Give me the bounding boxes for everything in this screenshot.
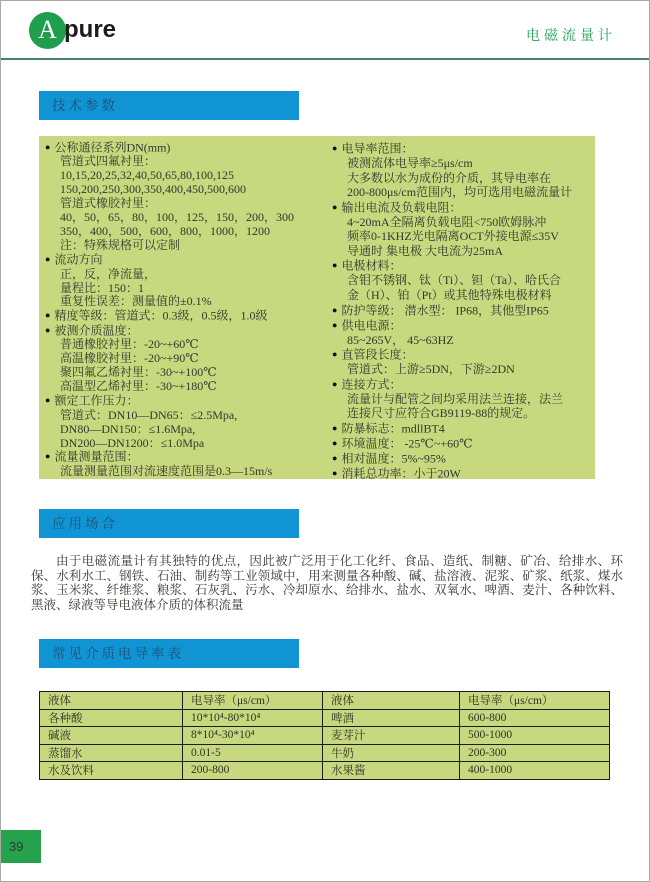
spec-text: 正，反，净流量， — [60, 266, 157, 281]
spec-line — [332, 288, 593, 303]
spec-line — [332, 171, 593, 186]
spec-line — [45, 423, 324, 437]
table-row — [40, 744, 610, 762]
bullet-icon: ● — [332, 260, 338, 271]
spec-text: 注：特殊规格可以定制 — [60, 238, 181, 253]
spec-text: 直管段长度： — [341, 347, 414, 362]
application-paragraph: 由于电磁流量计有其独特的优点，因此被广泛用于化工化纤、食品、造纸、制糖、矿冶、给排水、环保、水利水工、钢铁、石油、制药等工业领域中，用来测量各种酸、碱、盐溶液、泥浆、矿浆、纸浆、煤水浆、玉米浆、纤维浆、粮浆、石灰乳、污水、冷却原水、给排水、盐水、双氧水、啤酒、麦汁、各种饮料、黑液、绿液等导电液体介质的体积流量 — [31, 554, 623, 612]
spec-text: 管道式：DN10—DN65：≤2.5Mpa, — [60, 407, 238, 422]
spec-text: 输出电流及负载电阻： — [341, 200, 462, 215]
table-header-row — [40, 692, 610, 710]
spec-line — [332, 229, 593, 244]
header-divider — [1, 58, 649, 60]
spec-text: 高温橡胶衬里：-20~+90℃ — [60, 351, 199, 366]
bullet-icon: ● — [332, 319, 338, 330]
spec-line — [332, 215, 593, 230]
spec-line — [332, 156, 593, 171]
section-header-conductivity-table — [39, 639, 299, 668]
table-cell: 600-800 — [460, 709, 610, 727]
spec-item — [332, 466, 593, 481]
section-title: 应用场合 — [52, 516, 118, 531]
table-cell: 蒸馏水 — [40, 744, 183, 762]
section-title: 技术参数 — [52, 98, 118, 113]
table-header-cell: 电导率（μs/cm） — [460, 692, 610, 710]
spec-line — [45, 239, 324, 253]
brand-logo — [29, 11, 116, 49]
table-row — [40, 762, 610, 780]
bullet-icon: ● — [332, 201, 338, 212]
spec-line — [332, 244, 593, 259]
spec-item — [332, 200, 593, 215]
bullet-icon: ● — [45, 324, 51, 335]
spec-item — [45, 394, 324, 408]
table-cell: 牛奶 — [323, 744, 460, 762]
spec-text: 被测流体电导率≥5μs/cm — [347, 156, 473, 171]
spec-item — [332, 436, 593, 451]
table-header-cell: 电导率（μs/cm） — [183, 692, 323, 710]
spec-text: 40，50，65，80，100，125，150，200，300 — [60, 210, 295, 225]
spec-line — [332, 185, 593, 200]
spec-text: 流量测量范围对流速度范围是0.3—15m/s — [60, 463, 273, 478]
spec-text: 200-800μs/cm范围内，均可选用电磁流量计 — [347, 185, 573, 200]
tech-specs-box — [39, 136, 595, 479]
logo-circle-a-icon — [29, 12, 66, 49]
spec-text: 精度等级：管道式：0.3级，0.5级，1.0级 — [54, 308, 268, 323]
spec-line — [45, 211, 324, 225]
bullet-icon: ● — [45, 451, 51, 462]
spec-text: 管道式橡胶衬里： — [60, 196, 157, 211]
bullet-icon: ● — [332, 378, 338, 389]
bullet-icon: ● — [332, 422, 338, 433]
spec-line — [45, 380, 324, 394]
spec-line — [332, 362, 593, 377]
spec-text: 环境温度： -25℃~+60℃ — [341, 436, 473, 451]
spec-text: 导通时 集电极 大电流为25mA — [347, 243, 504, 258]
spec-text: 额定工作压力： — [54, 393, 139, 408]
spec-text: 85~265V， 45~63HZ — [347, 332, 454, 347]
bullet-icon: ● — [332, 143, 338, 153]
table-cell: 水果酱 — [323, 762, 460, 780]
table-cell: 10*10⁴-80*10⁴ — [183, 709, 323, 727]
spec-text: 4~20mA全隔离负载电阻<750欧姆脉冲 — [347, 214, 547, 229]
table-cell: 各种酸 — [40, 709, 183, 727]
spec-text: 金（H）、铂（Pt）或其他特殊电极材料 — [347, 287, 552, 302]
bullet-icon: ● — [332, 437, 338, 448]
bullet-icon: ● — [45, 395, 51, 406]
table-header-cell: 液体 — [323, 692, 460, 710]
spec-line — [332, 273, 593, 288]
spec-text: 公称通径系列DN(mm) — [54, 140, 171, 155]
table-cell: 400-1000 — [460, 762, 610, 780]
spec-text: 相对温度：5%~95% — [341, 451, 446, 466]
spec-text: 防护等级： 潜水型： IP68，其他型IP65 — [341, 303, 549, 318]
spec-text: 量程比：150：1 — [60, 280, 145, 295]
page-number-badge: 39 — [1, 830, 41, 863]
spec-line — [45, 409, 324, 423]
spec-line — [45, 155, 324, 169]
table-row — [40, 709, 610, 727]
spec-text: 连接方式： — [341, 377, 402, 392]
spec-text: 管道式四氟衬里： — [60, 154, 157, 169]
document-title: 电磁流量计 — [526, 29, 616, 44]
spec-item — [332, 318, 593, 333]
spec-text: 被测介质温度： — [54, 323, 139, 338]
spec-text: 普通橡胶衬里：-20~+60℃ — [60, 337, 199, 352]
specs-right-column — [326, 136, 595, 479]
table-cell: 500-1000 — [460, 727, 610, 745]
spec-item — [332, 377, 593, 392]
bullet-icon: ● — [45, 142, 51, 152]
spec-item — [45, 253, 324, 267]
bullet-icon: ● — [45, 254, 51, 265]
bullet-icon: ● — [45, 310, 51, 321]
table-cell: 碱液 — [40, 727, 183, 745]
spec-text: 10,15,20,25,32,40,50,65,80,100,125 — [60, 168, 234, 183]
logo-wordmark: pure — [64, 16, 117, 43]
spec-line — [332, 406, 593, 421]
page-header — [1, 1, 649, 58]
table-cell: 8*10⁴-30*10⁴ — [183, 727, 323, 745]
spec-text: 大多数以水为成份的介质，其导电率在 — [347, 170, 552, 185]
table-cell: 麦芽汁 — [323, 727, 460, 745]
bullet-icon: ● — [332, 349, 338, 360]
logo-letter: A — [38, 15, 57, 44]
table-cell: 0.01-5 — [183, 744, 323, 762]
spec-text: 聚四氟乙烯衬里：-30~+100℃ — [60, 365, 217, 380]
spec-text: 连接尺寸应符合GB9119-88的规定。 — [347, 406, 536, 421]
table-cell: 200-300 — [460, 744, 610, 762]
table-cell: 啤酒 — [323, 709, 460, 727]
spec-item — [332, 258, 593, 273]
section-title: 常见介质电导率表 — [52, 646, 184, 661]
spec-text: 电极材料： — [341, 258, 402, 273]
bullet-icon: ● — [332, 468, 338, 479]
spec-line — [45, 197, 324, 211]
spec-item — [332, 421, 593, 436]
spec-item — [332, 451, 593, 466]
spec-text: 管道式：上游≥5DN，下游≥2DN — [347, 362, 515, 377]
table-cell: 水及饮料 — [40, 762, 183, 780]
spec-text: 电导率范围： — [341, 141, 414, 156]
spec-text: 流动方向 — [54, 252, 103, 267]
section-header-applications — [39, 509, 299, 538]
section-header-tech-params — [39, 91, 299, 120]
specs-left-column — [39, 136, 326, 479]
spec-item — [332, 303, 593, 318]
spec-text: 重复性误差：测量值的±0.1% — [60, 294, 212, 309]
spec-line — [45, 295, 324, 309]
spec-text: 供电电源： — [341, 318, 402, 333]
spec-item — [332, 141, 593, 156]
spec-text: 含钼不锈钢、钛（Ti）、钽（Ta）、哈氏合 — [347, 273, 562, 288]
spec-text: DN80—DN150：≤1.6Mpa, — [60, 421, 196, 436]
spec-text: DN200—DN1200：≤1.0Mpa — [60, 435, 205, 450]
spec-text: 流量计与配管之间均采用法兰连接，法兰 — [347, 391, 564, 406]
spec-line — [45, 437, 324, 451]
spec-text: 消耗总功率：小于20W — [341, 466, 461, 481]
bullet-icon: ● — [332, 452, 338, 463]
table-row — [40, 727, 610, 745]
bullet-icon: ● — [332, 304, 338, 315]
table-cell: 200-800 — [183, 762, 323, 780]
spec-line — [332, 333, 593, 348]
spec-line — [45, 169, 324, 183]
conductivity-table — [39, 691, 610, 780]
spec-text: 防暴标志：mdllBT4 — [341, 421, 445, 436]
spec-line — [45, 465, 324, 479]
spec-text: 350，400，500，600，800，1000，1200 — [60, 224, 271, 239]
spec-item — [45, 309, 324, 323]
spec-text: 频率0-1KHZ光电隔离OCT外接电源≤35V — [347, 229, 559, 244]
spec-text: 150,200,250,300,350,400,450,500,600 — [60, 182, 246, 197]
spec-item — [332, 347, 593, 362]
spec-text: 高温型乙烯衬里：-30~+180℃ — [60, 379, 217, 394]
spec-item — [45, 450, 324, 464]
spec-line — [332, 392, 593, 407]
spec-line — [45, 268, 324, 282]
table-header-cell: 液体 — [40, 692, 183, 710]
spec-text: 流量测量范围： — [54, 449, 139, 464]
